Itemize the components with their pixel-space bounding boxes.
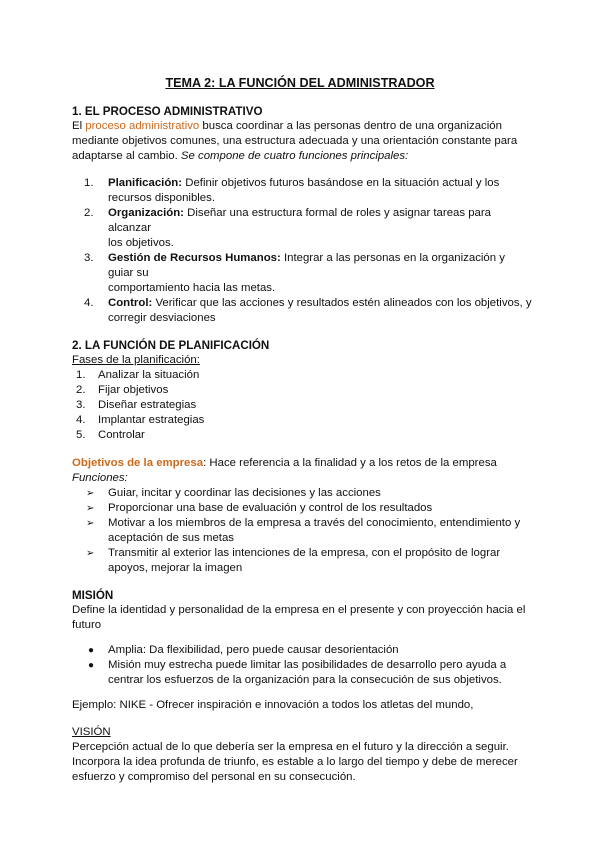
list-item: 4. Control: Verificar que las acciones y resultados estén alineados con los objetivos, y corregir desviaciones [84, 297, 532, 324]
list-item: 1. Planificación: Definir objetivos futuros basándose en la situación actual y los recursos disponibles. [84, 177, 500, 204]
list-item: ➢ Guiar, incitar y coordinar las decisiones y las acciones [86, 487, 381, 499]
list-item: 2. Fijar objetivos [76, 384, 169, 396]
list-item: 3. Diseñar estrategias [76, 399, 197, 411]
section-2-heading: 2. LA FUNCIÓN DE PLANIFICACIÓN [72, 339, 270, 352]
fases-list [72, 368, 532, 443]
arrow-bullet-icon: ➢ [86, 503, 95, 514]
highlight-term: Objetivos de la empresa [72, 457, 204, 469]
list-item: ● Amplia: Da flexibilidad, pero puede causar desorientación [88, 644, 399, 656]
section-1-intro: El proceso administrativo busca coordinar a las personas dentro de una organización mediante objetivos comunes, una estructura adecuada y una orientación constante para adaptarse al cambio. Se compone de cuatro funciones principales: [72, 120, 518, 162]
list-item: 1. Analizar la situación [76, 369, 200, 381]
fases-label: Fases de la planificación: [72, 354, 200, 366]
bullet-icon: ● [88, 645, 95, 656]
section-1-heading: 1. EL PROCESO ADMINISTRATIVO [72, 105, 263, 118]
list-item: ➢ Motivar a los miembros de la empresa a través del conocimiento, entendimiento y aceptación de sus metas [86, 517, 521, 544]
arrow-bullet-icon: ➢ [86, 488, 95, 499]
vision-text: Percepción actual de lo que debería ser la empresa en el futuro y la dirección a seguir. Incorpora la idea profunda de triunfo, es estable a lo largo del tiempo y debe de merecer esfuerzo y compromiso del personal en su consecución. [72, 741, 518, 783]
list-item: ➢ Transmitir al exterior las intenciones de la empresa, con el propósito de lograr apoyos, mejorar la imagen [86, 547, 501, 574]
document-content [72, 76, 532, 785]
funciones-label: Funciones: [72, 472, 128, 484]
vision-heading: VISIÓN [72, 726, 111, 738]
list-item: ➢ Proporcionar una base de evaluación y control de los resultados [86, 502, 433, 514]
mision-bullets [72, 643, 532, 688]
funciones-list [72, 486, 532, 576]
bullet-icon: ● [88, 660, 95, 671]
mision-example: Ejemplo: NIKE - Ofrecer inspiración e innovación a todos los atletas del mundo, [72, 699, 474, 711]
list-item: ● Misión muy estrecha puede limitar las posibilidades de desarrollo pero ayuda a centrar los esfuerzos de la organización para la consecución de sus objetivos. [88, 659, 507, 686]
functions-list [72, 176, 532, 326]
objetivos-line: Objetivos de la empresa: Hace referencia a la finalidad y a los retos de la empresa [72, 457, 497, 469]
page-title: TEMA 2: LA FUNCIÓN DEL ADMINISTRADOR [165, 76, 435, 90]
mision-heading: MISIÓN [72, 589, 114, 602]
arrow-bullet-icon: ➢ [86, 548, 95, 559]
list-item: 4. Implantar estrategias [76, 414, 205, 426]
list-item: 5. Controlar [76, 429, 145, 441]
list-item: 2. Organización: Diseñar una estructura formal de roles y asignar tareas para alcanzar los objetivos. [84, 207, 492, 249]
highlight-term: proceso administrativo [85, 120, 200, 132]
arrow-bullet-icon: ➢ [86, 518, 95, 529]
list-item: 3. Gestión de Recursos Humanos: Integrar a las personas en la organización y guiar su comportamiento hacia las metas. [84, 252, 505, 294]
mision-definition: Define la identidad y personalidad de la empresa en el presente y con proyección hacia el futuro [72, 604, 526, 631]
